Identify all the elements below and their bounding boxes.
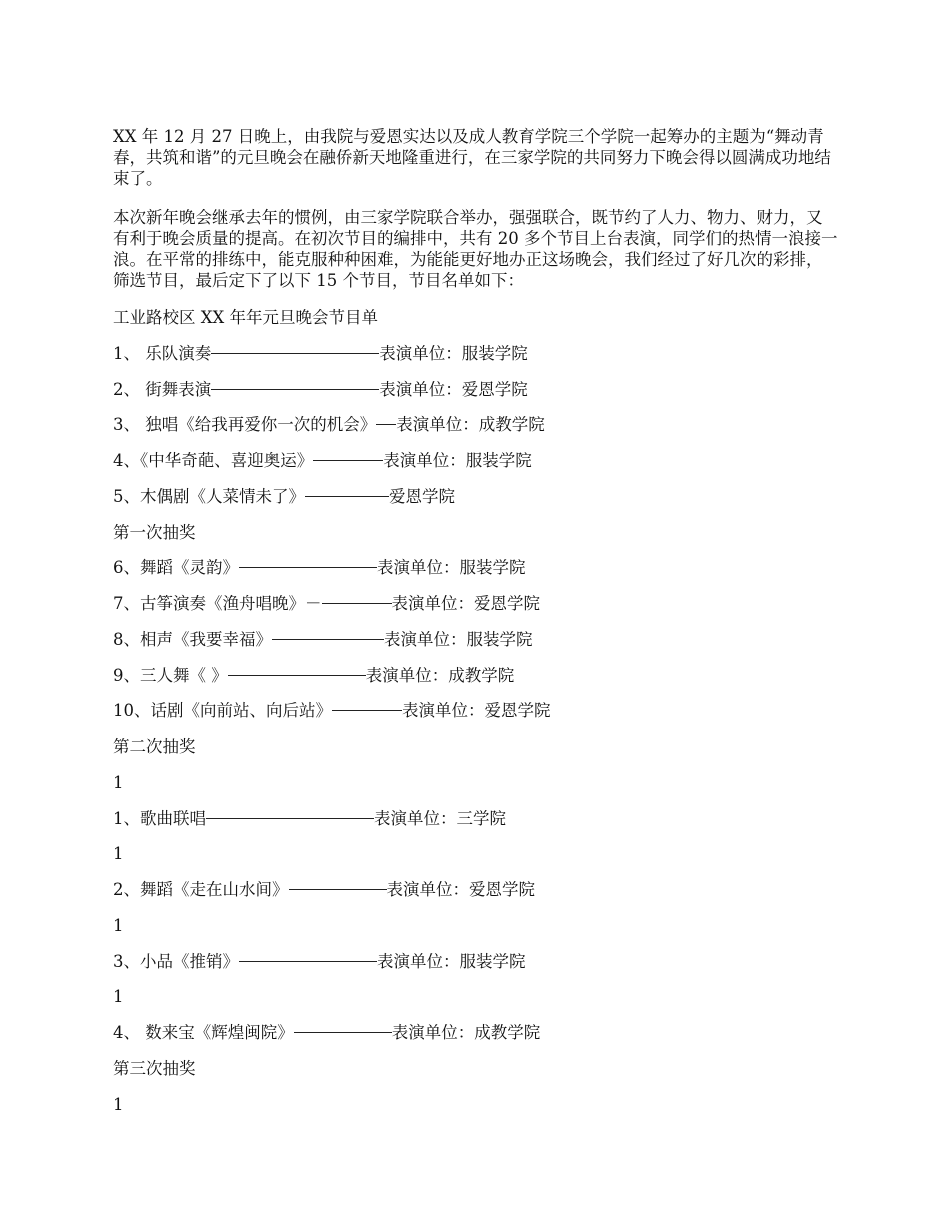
item-name: 6、舞蹈《灵韵》: [113, 558, 239, 577]
program-line: [113, 699, 551, 723]
program-line: [113, 807, 506, 831]
program-line: [113, 556, 526, 580]
item-name: 7、古筝演奏《渔舟唱晚》－: [113, 594, 322, 613]
dash-line: [305, 496, 389, 497]
item-name: 5、木偶剧《人菜情未了》: [113, 487, 305, 506]
item-unit: 表演单位：服装学院: [377, 558, 526, 577]
page-number: 1: [113, 773, 124, 792]
item-unit: 表演单位：服装学院: [379, 344, 528, 363]
item-unit: 表演单位：服装学院: [384, 630, 533, 649]
program-line: [113, 628, 533, 652]
item-name: 10、话剧《向前站、向后站》: [113, 701, 332, 720]
lottery-heading: 第二次抽奖: [113, 737, 196, 756]
item-unit: 表演单位：服装学院: [383, 451, 532, 470]
dash-line: [228, 675, 366, 676]
dash-line: [332, 710, 402, 711]
dash-line: [313, 460, 383, 461]
dash-line: [272, 639, 384, 640]
item-name: 2、 街舞表演: [113, 380, 212, 399]
dash-line: [211, 389, 379, 390]
dash-line: [294, 1032, 392, 1033]
program-line: [113, 664, 514, 688]
page-number: 1: [113, 916, 124, 935]
item-name: 4、 数来宝《辉煌闽院》: [113, 1023, 294, 1042]
dash-line: [239, 961, 377, 962]
program-line: [113, 1021, 540, 1045]
item-name: 8、相声《我要幸福》: [113, 630, 272, 649]
program-line: [113, 485, 455, 509]
program-line: [113, 592, 540, 616]
item-unit: 表演单位：爱恩学院: [386, 880, 535, 899]
item-name: 1、歌曲联唱: [113, 809, 206, 828]
dash-line: [289, 889, 387, 890]
dash-line: [206, 818, 374, 819]
item-unit: 表演单位：服装学院: [377, 952, 526, 971]
program-line: [113, 413, 545, 437]
intro-paragraph: XX 年 12 月 27 日晚上，由我院与爱恩实达以及成人教育学院三个学院一起筹办的主题为“舞动青春，共筑和谐”的元旦晚会在融侨新天地隆重进行，在三家学院的共同努力下晚会得以圆满成功地结束了。: [113, 127, 831, 188]
dash-line: [239, 567, 377, 568]
item-unit: 表演单位：三学院: [374, 809, 506, 828]
item-name: 3、 独唱《给我再爱你一次的机会》: [113, 415, 377, 434]
lottery-heading: 第三次抽奖: [113, 1059, 196, 1078]
item-unit: 表演单位：成教学院: [391, 1023, 541, 1042]
item-unit: 表演单位：爱恩学院: [402, 701, 551, 720]
item-unit: 表演单位：爱恩学院: [391, 594, 540, 613]
program-title: 工业路校区 XX 年年元旦晚会节目单: [113, 308, 378, 327]
program-line: [113, 449, 532, 473]
item-name: 2、舞蹈《走在山水间》: [113, 880, 289, 899]
program-line: [113, 950, 526, 974]
item-name: 4、《中华奇葩、喜迎奥运》: [113, 451, 314, 470]
item-unit: 表演单位：爱恩学院: [379, 380, 528, 399]
lottery-heading: 第一次抽奖: [113, 523, 196, 542]
program-line: [113, 342, 528, 366]
dash-line: [322, 603, 392, 604]
page-number: 1: [113, 1095, 124, 1114]
dash-line: [376, 424, 396, 425]
item-unit: 表演单位：成教学院: [396, 415, 545, 434]
second-paragraph: 本次新年晚会继承去年的惯例，由三家学院联合举办，强强联合，既节约了人力、物力、财力，又有利于晚会质量的提高。在初次节目的编排中，共有 20 多个节目上台表演，同学们的热情一浪接一浪。在平常的排练中，能克服种种困难，为能能更好地办正这场晚会，我们经过了好几次的彩排，筛选节目，最后定下了以下 15 个节目，节目名单如下：: [113, 208, 838, 290]
item-name: 1、 乐队演奏: [113, 344, 212, 363]
program-line: [113, 878, 535, 902]
page-number: 1: [113, 987, 124, 1006]
page-number: 1: [113, 844, 124, 863]
item-unit: 表演单位：成教学院: [365, 666, 515, 685]
item-unit: 爱恩学院: [389, 487, 455, 506]
dash-line: [211, 353, 379, 354]
item-name: 9、三人舞《 》: [113, 666, 228, 685]
item-name: 3、小品《推销》: [113, 952, 239, 971]
program-line: [113, 378, 528, 402]
